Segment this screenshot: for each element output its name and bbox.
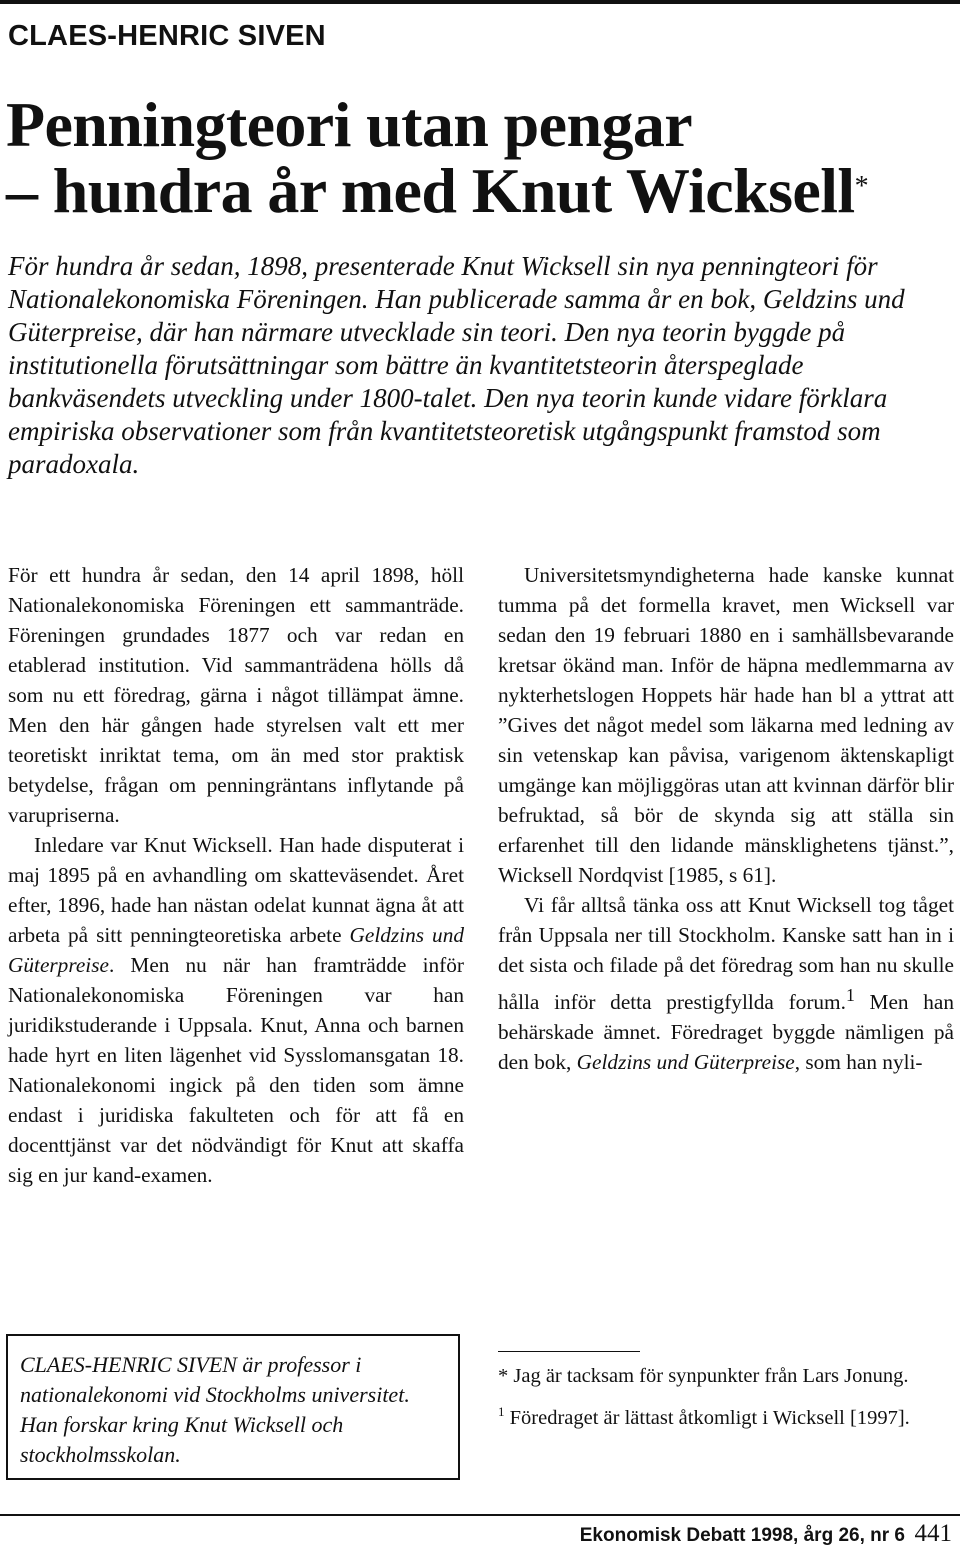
lead-paragraph: För hundra år sedan, 1898, presenterade Knut Wicksell sin nya penningteori för Nationalekonomiska Föreningen. Han publicerade samma år en bok, Geldzins und Güterpreise, där han närmare utvecklade sin teori. Den nya teorin byggde på institutionella förutsättningar som bättre än kvantitetsteorin återspeglade bankväsendets utveckling under 1800-talet. Den nya teorin kunde vidare förklara empiriska observationer som från kvantitetsteoretisk utgångspunkt framstod som paradoxala. [8, 251, 905, 479]
article-title [6, 89, 868, 226]
bottom-rule [0, 1514, 960, 1516]
footnote-star: * Jag är tacksam för synpunkter från Lars Jonung. [498, 1365, 909, 1387]
footnotes [498, 1362, 954, 1440]
footnote-ref-1: 1 [845, 985, 855, 1005]
body-paragraph-4-text-c: , som han nyli- [794, 1050, 923, 1075]
top-rule [0, 0, 960, 4]
footnote-1-text: Föredraget är lättast åtkomligt i Wicksell [1997]. [504, 1406, 910, 1429]
body-paragraph-4 [498, 890, 954, 1077]
footnote-1-mark: 1 [498, 1404, 505, 1419]
footnote-rule [498, 1351, 640, 1352]
title-asterisk: * [854, 171, 868, 202]
body-column-right [498, 560, 954, 1077]
body-paragraph-2 [8, 830, 464, 1190]
body-paragraph-2-text-b: . Men nu när han framträdde inför Nationalekonomiska Föreningen var han juridikstuderande i Uppsala. Knut, Anna och barnen hade hyrt en liten lägenhet vid Sysslomansgatan 18. Nationalekonomi ingick på den tiden som ämne endast i juridiska fakulteten och för att få en docenttjänst var det nödvändigt för Knut att skaffa sig en jur kand-examen. [8, 953, 464, 1187]
page-footer [580, 1520, 952, 1548]
book-title-italic: Geldzins und Güterpreise [8, 923, 464, 977]
body-paragraph-1: För ett hundra år sedan, den 14 april 1898, höll Nationalekonomiska Föreningen ett sammanträde. Föreningen grundades 1877 och var redan en etablerad institution. Vid sammanträdena hölls då som nu ett föredrag, gärna i något tillämpat ämne. Men den här gången hade styrelsen valt ett mer teoretiskt inriktat tema, om än med stor praktisk betydelse, frågan om penningräntans inflytande på varupriserna. [8, 563, 464, 827]
title-line-2-text: – hundra år med Knut Wicksell [6, 155, 855, 226]
body-paragraph-3: Universitetsmyndigheterna hade kanske kunnat tumma på det formella kravet, men Wicksell var sedan den 19 februari 1880 en i samhällsbevarande kretsar ökänd man. Inför de häpna medlemmarna av nykterhetslogen Hoppets här hade han bl a yttrat att ”Gives det något medel som läkarna med ledning av sin vetenskap kan påvisa, varigenom äktenskapligt umgänge kan möjliggöras utan att kvinnan därför blir befruktad, så bör de skynda sig att ställa sin erfarenhet till den lidande mänsklighetens tjänst.”, Wicksell Nordqvist [1985, s 61]. [498, 563, 954, 887]
author-bio-box: CLAES-HENRIC SIVEN är professor i nationalekonomi vid Stockholms universitet. Han forskar kring Knut Wicksell och stockholmsskolan. [6, 1334, 460, 1480]
body-paragraph-4-text-a: Vi får alltså tänka oss att Knut Wicksell tog tåget från Uppsala ner till Stockholm. Kanske satt han in i det sista och filade på det föredrag som han nu skulle hålla inför detta prestigfyllda forum. [498, 893, 954, 1015]
page-number: 441 [914, 1520, 952, 1547]
book-title-italic-2: Geldzins und Güterpreise [576, 1050, 795, 1075]
body-paragraph-4-text-b: Men han behärskade ämnet. Föredraget byggde nämligen på den bok, [498, 990, 954, 1075]
title-line-1: Penningteori utan pengar [6, 89, 693, 160]
body-paragraph-2-text-a: Inledare var Knut Wicksell. Han hade disputerat i maj 1895 på en avhandling om skatteväsendet. Året efter, 1896, hade han nästan odelat kunnat ägna åt att arbeta på sitt penningteoretiska arbete [8, 833, 464, 947]
title-line-2 [6, 155, 868, 226]
author-name: CLAES-HENRIC SIVEN [8, 20, 326, 52]
body-column-left [8, 560, 464, 1190]
footnote-1 [498, 1398, 954, 1432]
journal-citation: Ekonomisk Debatt 1998, årg 26, nr 6 [579, 1525, 905, 1546]
